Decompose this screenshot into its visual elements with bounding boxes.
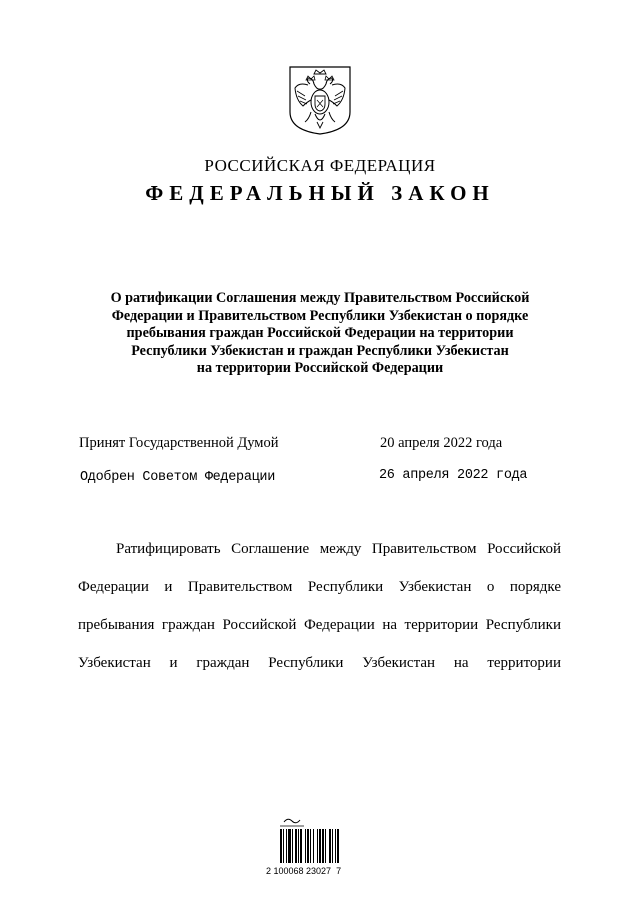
law-title-line: Республики Узбекистан и граждан Республики Узбекистан — [131, 342, 509, 359]
adopted-label: Принят Государственной Думой — [79, 435, 279, 451]
law-title-line: О ратификации Соглашения между Правительством Российской — [110, 290, 530, 306]
law-title-line: Федерации и Правительством Республики Узбекистан о порядке — [111, 307, 529, 324]
barcode-number: 2 100068 23027 7 — [266, 866, 342, 876]
coat-of-arms-icon — [287, 64, 353, 136]
adopted-date: 20 апреля 2022 года — [380, 435, 503, 451]
body-line: Ратифицировать Соглашение между Правительством Российской — [116, 541, 561, 557]
law-title-line: пребывания граждан Российской Федерации на территории — [126, 325, 514, 341]
law-body — [78, 530, 561, 682]
document-type-heading: ФЕДЕРАЛЬНЫЙ ЗАКОН — [145, 181, 495, 205]
body-line: Федерации и Правительством Республики Узбекистан о порядке — [78, 579, 561, 595]
approved-label: Одобрен Советом Федерации — [80, 470, 276, 485]
body-line: пребывания граждан Российской Федерации на территории Республики — [78, 617, 561, 633]
country-heading: РОССИЙСКАЯ ФЕДЕРАЦИЯ — [204, 156, 436, 175]
body-line: Узбекистан и граждан Республики Узбекистан на территории — [78, 655, 561, 671]
approved-date: 26 апреля 2022 года — [379, 468, 528, 483]
law-title — [70, 290, 570, 378]
law-title-line: на территории Российской Федерации — [196, 360, 444, 376]
